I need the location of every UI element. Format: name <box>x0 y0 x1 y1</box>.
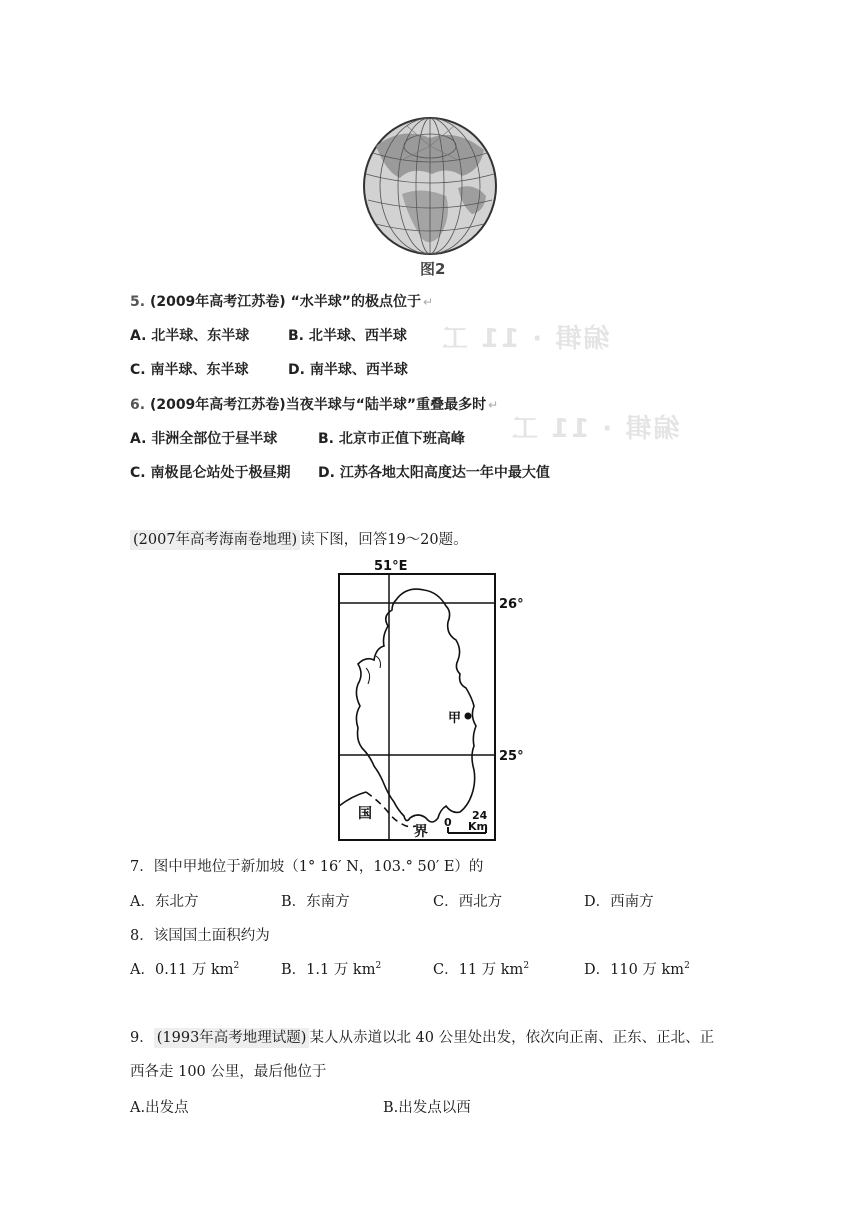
q6-source: (2009年高考江苏卷) <box>149 397 286 413</box>
q7-option-c: C．西北方 <box>433 894 503 910</box>
q8-stem: 8．该国国土面积约为 <box>130 928 270 944</box>
scale-bar <box>444 809 488 833</box>
q6-option-d: D. 江苏各地太阳高度达一年中最大值 <box>318 465 550 481</box>
longitude-label: 51°E <box>374 559 408 574</box>
q8-option-c-text: C．11 万 km <box>433 962 524 978</box>
section-text: 读下图，回答19～20题。 <box>300 532 468 548</box>
coastline <box>356 589 476 822</box>
q8-option-c <box>433 958 529 979</box>
scale-value: 24 <box>472 809 488 822</box>
figure-caption: 图2 <box>420 260 446 278</box>
q8-option-a <box>130 958 239 979</box>
globe-image <box>362 116 498 256</box>
q9-option-a: A.出发点 <box>130 1100 189 1116</box>
map-frame <box>339 574 495 840</box>
ghost-text-2: 编辑 · 11 工 <box>510 414 680 444</box>
q8-option-a-text: A．0.11 万 km <box>130 962 234 978</box>
q5-option-d: D. 南半球、西半球 <box>288 362 408 378</box>
scale-zero: 0 <box>444 816 452 829</box>
q5-stem: 5. (2009年高考江苏卷) “水半球”的极点位于 ↵ <box>130 294 434 310</box>
q6-text: 当夜半球与“陆半球”重叠最多时 <box>285 397 487 413</box>
map-svg <box>336 556 528 842</box>
latitude-26-label: 26° <box>499 597 524 612</box>
q8-option-b-text: B．1.1 万 km <box>281 962 376 978</box>
q7-option-a: A．东北方 <box>130 894 199 910</box>
q8-option-d-sup: 2 <box>684 961 690 972</box>
q6-stem: 6. (2009年高考江苏卷)当夜半球与“陆半球”重叠最多时 ↵ <box>130 397 499 413</box>
q5-option-a: A. 北半球、东半球 <box>130 328 250 344</box>
q8-option-a-sup: 2 <box>233 961 240 972</box>
q5-number: 5. <box>130 294 146 310</box>
q8-option-b <box>281 958 381 979</box>
point-jia-label: 甲 <box>448 711 462 726</box>
section-intro <box>130 528 468 549</box>
q5-text: “水半球”的极点位于 <box>290 294 421 310</box>
q6-option-a: A. 非洲全部位于昼半球 <box>130 431 278 447</box>
q8-option-d <box>584 958 690 979</box>
scale-unit: Km <box>468 820 488 833</box>
q9-number: 9． <box>130 1030 154 1046</box>
q9-stem-line2: 西各走 100 公里，最后他位于 <box>130 1064 327 1080</box>
border-label-guo: 国 <box>358 806 372 822</box>
latitude-25-label: 25° <box>499 749 524 764</box>
q6-number: 6. <box>130 397 146 413</box>
q7-stem: 7．图中甲地位于新加坡（1° 16′ N，103.° 50′ E）的 <box>130 859 484 875</box>
q9-source-tag: (1993年高考地理试题) <box>154 1028 310 1048</box>
q8-option-d-text: D．110 万 km <box>584 962 685 978</box>
section-source-tag: (2007年高考海南卷地理) <box>130 530 300 550</box>
q9-text-1: 某人从赤道以北 40 公里处出发，依次向正南、正东、正北、正 <box>309 1030 715 1046</box>
q7-option-b: B．东南方 <box>281 894 350 910</box>
border-label-jie: 界 <box>414 824 428 840</box>
q5-option-c: C. 南半球、东半球 <box>130 362 249 378</box>
q6-option-c: C. 南极昆仑站处于极昼期 <box>130 465 291 481</box>
q8-option-c-sup: 2 <box>523 961 530 972</box>
ghost-text-1: 编辑 · 11 工 <box>440 324 610 354</box>
q9-option-b: B.出发点以西 <box>383 1100 471 1116</box>
point-jia-marker <box>465 713 472 720</box>
q7-option-d: D．西南方 <box>584 894 654 910</box>
q6-option-b: B. 北京市正值下班高峰 <box>318 431 465 447</box>
q5-option-b: B. 北半球、西半球 <box>288 328 407 344</box>
q5-source: (2009年高考江苏卷) <box>149 294 286 310</box>
qatar-map <box>336 556 528 842</box>
q9-stem-line1 <box>130 1026 714 1047</box>
globe-figure <box>362 116 498 256</box>
q8-option-b-sup: 2 <box>375 961 382 972</box>
